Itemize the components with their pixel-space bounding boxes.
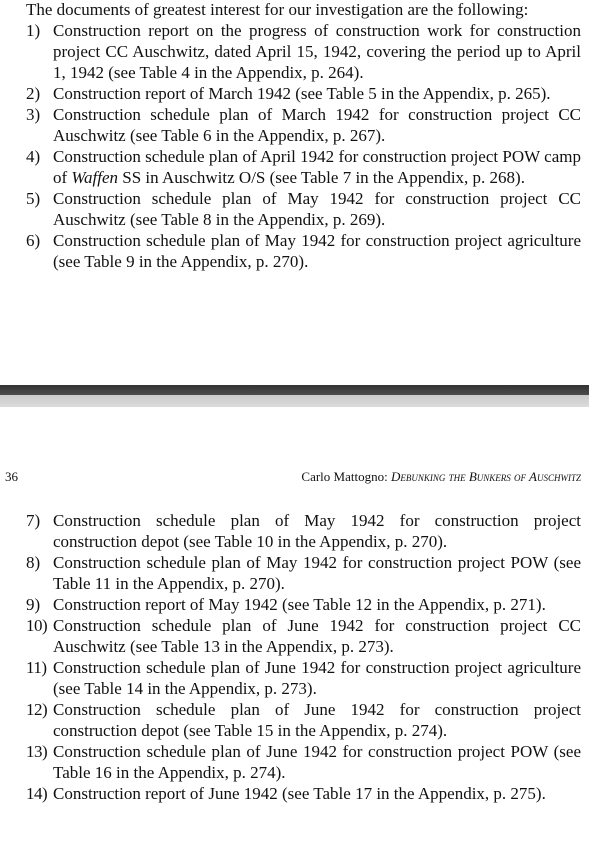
page-bottom <box>0 407 589 848</box>
list-item <box>26 594 581 615</box>
page-separator <box>0 385 589 407</box>
item-text: Construction report of March 1942 (see Table 5 in the Appendix, p. 265). <box>53 84 551 103</box>
item-text-italic: Waffen <box>71 168 119 187</box>
list-item <box>26 615 581 657</box>
item-number: 11) <box>26 658 47 677</box>
running-head-title: Debunking the Bunkers of Auschwitz <box>390 469 581 484</box>
item-text: Construction schedule plan of May 1942 for construction project agriculture (see Table 9 in the Appendix, p. 270). <box>53 231 581 271</box>
item-number: 3) <box>26 105 41 124</box>
item-number: 5) <box>26 189 41 208</box>
list-item <box>26 783 581 804</box>
item-text: Construction schedule plan of June 1942 for construction project agriculture (see Table 14 in the Appendix, p. 273). <box>53 658 581 698</box>
page-number: 36 <box>5 469 18 484</box>
item-text-after: SS in Auschwitz O/S (see Table 7 in the Appendix, p. 268). <box>118 168 525 187</box>
item-text: Construction schedule plan of May 1942 for construction project construction depot (see Table 10 in the Appendix, p. 270). <box>53 511 581 551</box>
running-head-author: Carlo Mattogno: <box>301 469 391 484</box>
item-text: Construction schedule plan of May 1942 for construction project POW (see Table 11 in the Appendix, p. 270). <box>53 553 581 593</box>
item-text: Construction report of May 1942 (see Table 12 in the Appendix, p. 271). <box>53 595 546 614</box>
item-number: 13) <box>26 742 48 761</box>
list-item <box>26 146 581 188</box>
item-text: Construction schedule plan of June 1942 for construction project CC Auschwitz (see Table 13 in the Appendix, p. 273). <box>53 616 581 656</box>
list-item <box>26 83 581 104</box>
document-list-bottom <box>26 510 581 804</box>
item-text-before: Construction schedule plan of April 1942 for construction project POW camp of <box>53 147 581 187</box>
item-text: Construction report on the progress of construction work for construction project CC Auschwitz, dated April 15, 1942, covering the period up to April 1, 1942 (see Table 4 in the Appendix, p. 264). <box>53 21 581 82</box>
item-number: 1) <box>26 21 41 40</box>
item-text: Construction schedule plan of June 1942 for construction project construction depot (see Table 15 in the Appendix, p. 274). <box>53 700 581 740</box>
list-item <box>26 188 581 230</box>
item-number: 12) <box>26 700 48 719</box>
list-item <box>26 20 581 83</box>
intro-paragraph: The documents of greatest interest for our investigation are the following: <box>26 0 529 19</box>
item-number: 9) <box>26 595 41 614</box>
list-item <box>26 104 581 146</box>
list-item <box>26 510 581 552</box>
item-text: Construction schedule plan of May 1942 for construction project CC Auschwitz (see Table 8 in the Appendix, p. 269). <box>53 189 581 229</box>
list-item <box>26 230 581 272</box>
item-number: 8) <box>26 553 41 572</box>
document-list-top <box>26 20 581 272</box>
list-item <box>26 741 581 783</box>
list-item <box>26 699 581 741</box>
item-number: 7) <box>26 511 41 530</box>
running-head <box>301 469 581 485</box>
item-number: 2) <box>26 84 41 103</box>
item-text: Construction schedule plan of June 1942 for construction project POW (see Table 16 in the Appendix, p. 274). <box>53 742 581 782</box>
item-number: 14) <box>26 784 48 803</box>
page-top <box>0 0 589 385</box>
list-item <box>26 657 581 699</box>
item-number: 10) <box>26 616 48 635</box>
item-text: Construction schedule plan of March 1942 for construction project CC Auschwitz (see Table 6 in the Appendix, p. 267). <box>53 105 581 145</box>
item-number: 6) <box>26 231 41 250</box>
list-item <box>26 552 581 594</box>
item-number: 4) <box>26 147 41 166</box>
item-text: Construction report of June 1942 (see Table 17 in the Appendix, p. 275). <box>53 784 546 803</box>
